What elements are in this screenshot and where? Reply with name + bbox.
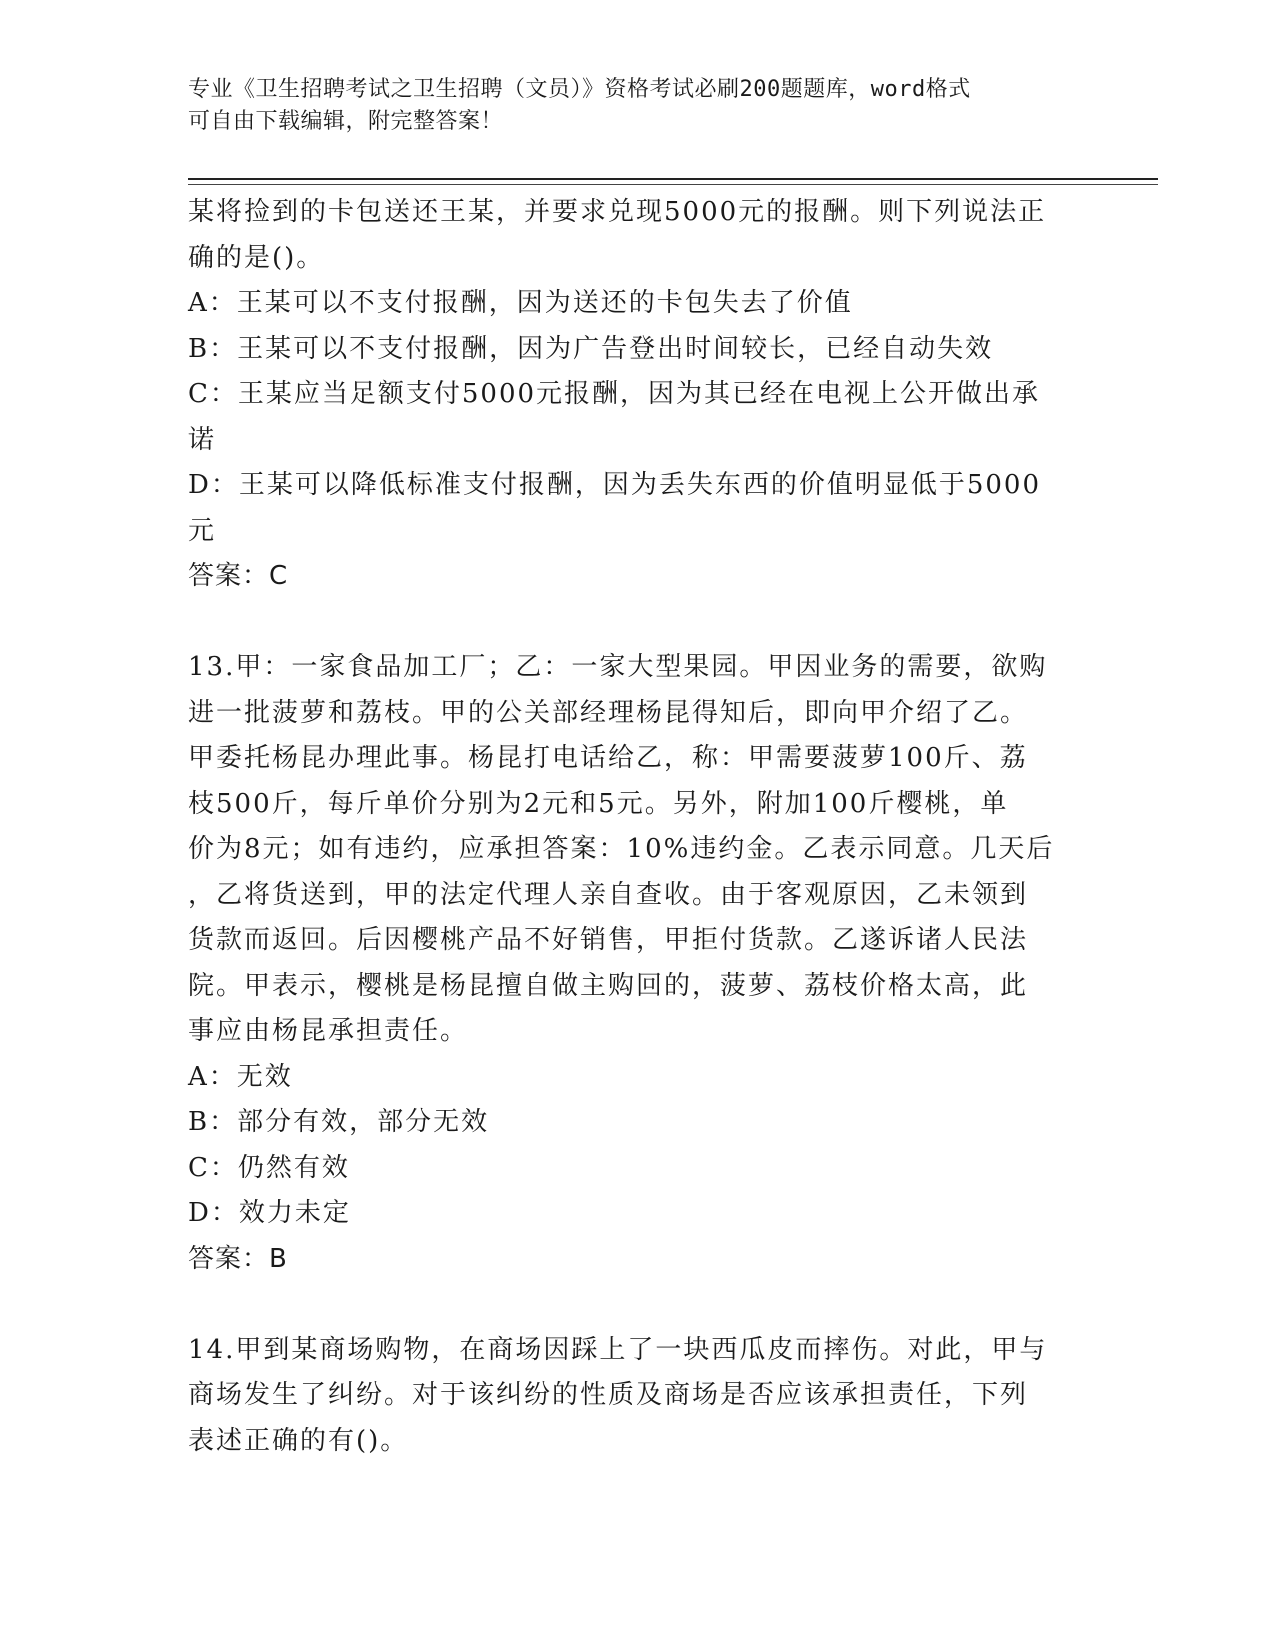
answer-label: 答案：B: [188, 1243, 288, 1274]
answer-label: 答案：C: [188, 561, 289, 591]
option-c: C：仍然有效: [188, 1152, 350, 1183]
question-12: [188, 190, 1068, 600]
question-stem-line: 货款而返回。后因樱桃产品不好销售，甲拒付货款。乙遂诉诸人民法: [188, 925, 1029, 955]
header-line-2: 可自由下载编辑，附完整答案！: [188, 109, 504, 134]
question-stem-line: 商场发生了纠纷。对于该纠纷的性质及商场是否应该承担责任，下列: [188, 1380, 1029, 1410]
question-spacer: [188, 1282, 1068, 1328]
question-stem-line: 价为8元；如有违约，应承担答案：10%违约金。乙表示同意。几天后: [188, 834, 1055, 864]
option-c-line: 诺: [188, 424, 217, 455]
option-d-line: 元: [188, 515, 217, 546]
option-d: D：效力未定: [188, 1198, 351, 1228]
question-stem-line: 院。甲表示，樱桃是杨昆擅自做主购回的，菠萝、荔枝价格太高，此: [188, 970, 1029, 1001]
question-stem-line: 确的是()。: [188, 242, 325, 273]
option-b: B：王某可以不支付报酬，因为广告登出时间较长，已经自动失效: [188, 333, 994, 364]
option-a: A：无效: [188, 1061, 293, 1092]
option-a: A：王某可以不支付报酬，因为送还的卡包失去了价值: [188, 288, 853, 318]
question-stem-line: 枝500斤，每斤单价分别为2元和5元。另外，附加100斤樱桃，单: [188, 788, 1009, 819]
question-stem-line: 14.甲到某商场购物，在商场因踩上了一块西瓜皮而摔伤。对此，甲与: [188, 1334, 1048, 1365]
question-spacer: [188, 600, 1068, 646]
question-stem-line: 甲委托杨昆办理此事。杨昆打电话给乙，称：甲需要菠萝100斤、荔: [188, 743, 1028, 773]
document-body: [188, 190, 1068, 1464]
header-divider-thin: [188, 184, 1158, 185]
question-stem-line: 进一批菠萝和荔枝。甲的公关部经理杨昆得知后，即向甲介绍了乙。: [188, 697, 1029, 728]
question-13: [188, 645, 1068, 1282]
question-stem-line: 事应由杨昆承担责任。: [188, 1016, 469, 1046]
question-stem-line: 13.甲：一家食品加工厂；乙：一家大型果园。甲因业务的需要，欲购: [188, 652, 1048, 682]
question-stem-line: ，乙将货送到，甲的法定代理人亲自查收。由于客观原因，乙未领到: [188, 879, 1029, 910]
question-stem-line: 某将捡到的卡包送还王某，并要求兑现5000元的报酬。则下列说法正: [188, 197, 1047, 227]
page-header: [188, 74, 1088, 138]
question-stem-line: 表述正确的有()。: [188, 1425, 409, 1456]
option-d-line: D：王某可以降低标准支付报酬，因为丢失东西的价值明显低于5000: [188, 470, 1042, 500]
option-c-line: C：王某应当足额支付5000元报酬，因为其已经在电视上公开做出承: [188, 379, 1041, 409]
header-divider-thick: [188, 178, 1158, 180]
option-b: B：部分有效，部分无效: [188, 1107, 490, 1137]
header-line-1: 专业《卫生招聘考试之卫生招聘（文员）》资格考试必刷200题题库，word格式: [188, 77, 971, 102]
question-14: [188, 1328, 1068, 1465]
